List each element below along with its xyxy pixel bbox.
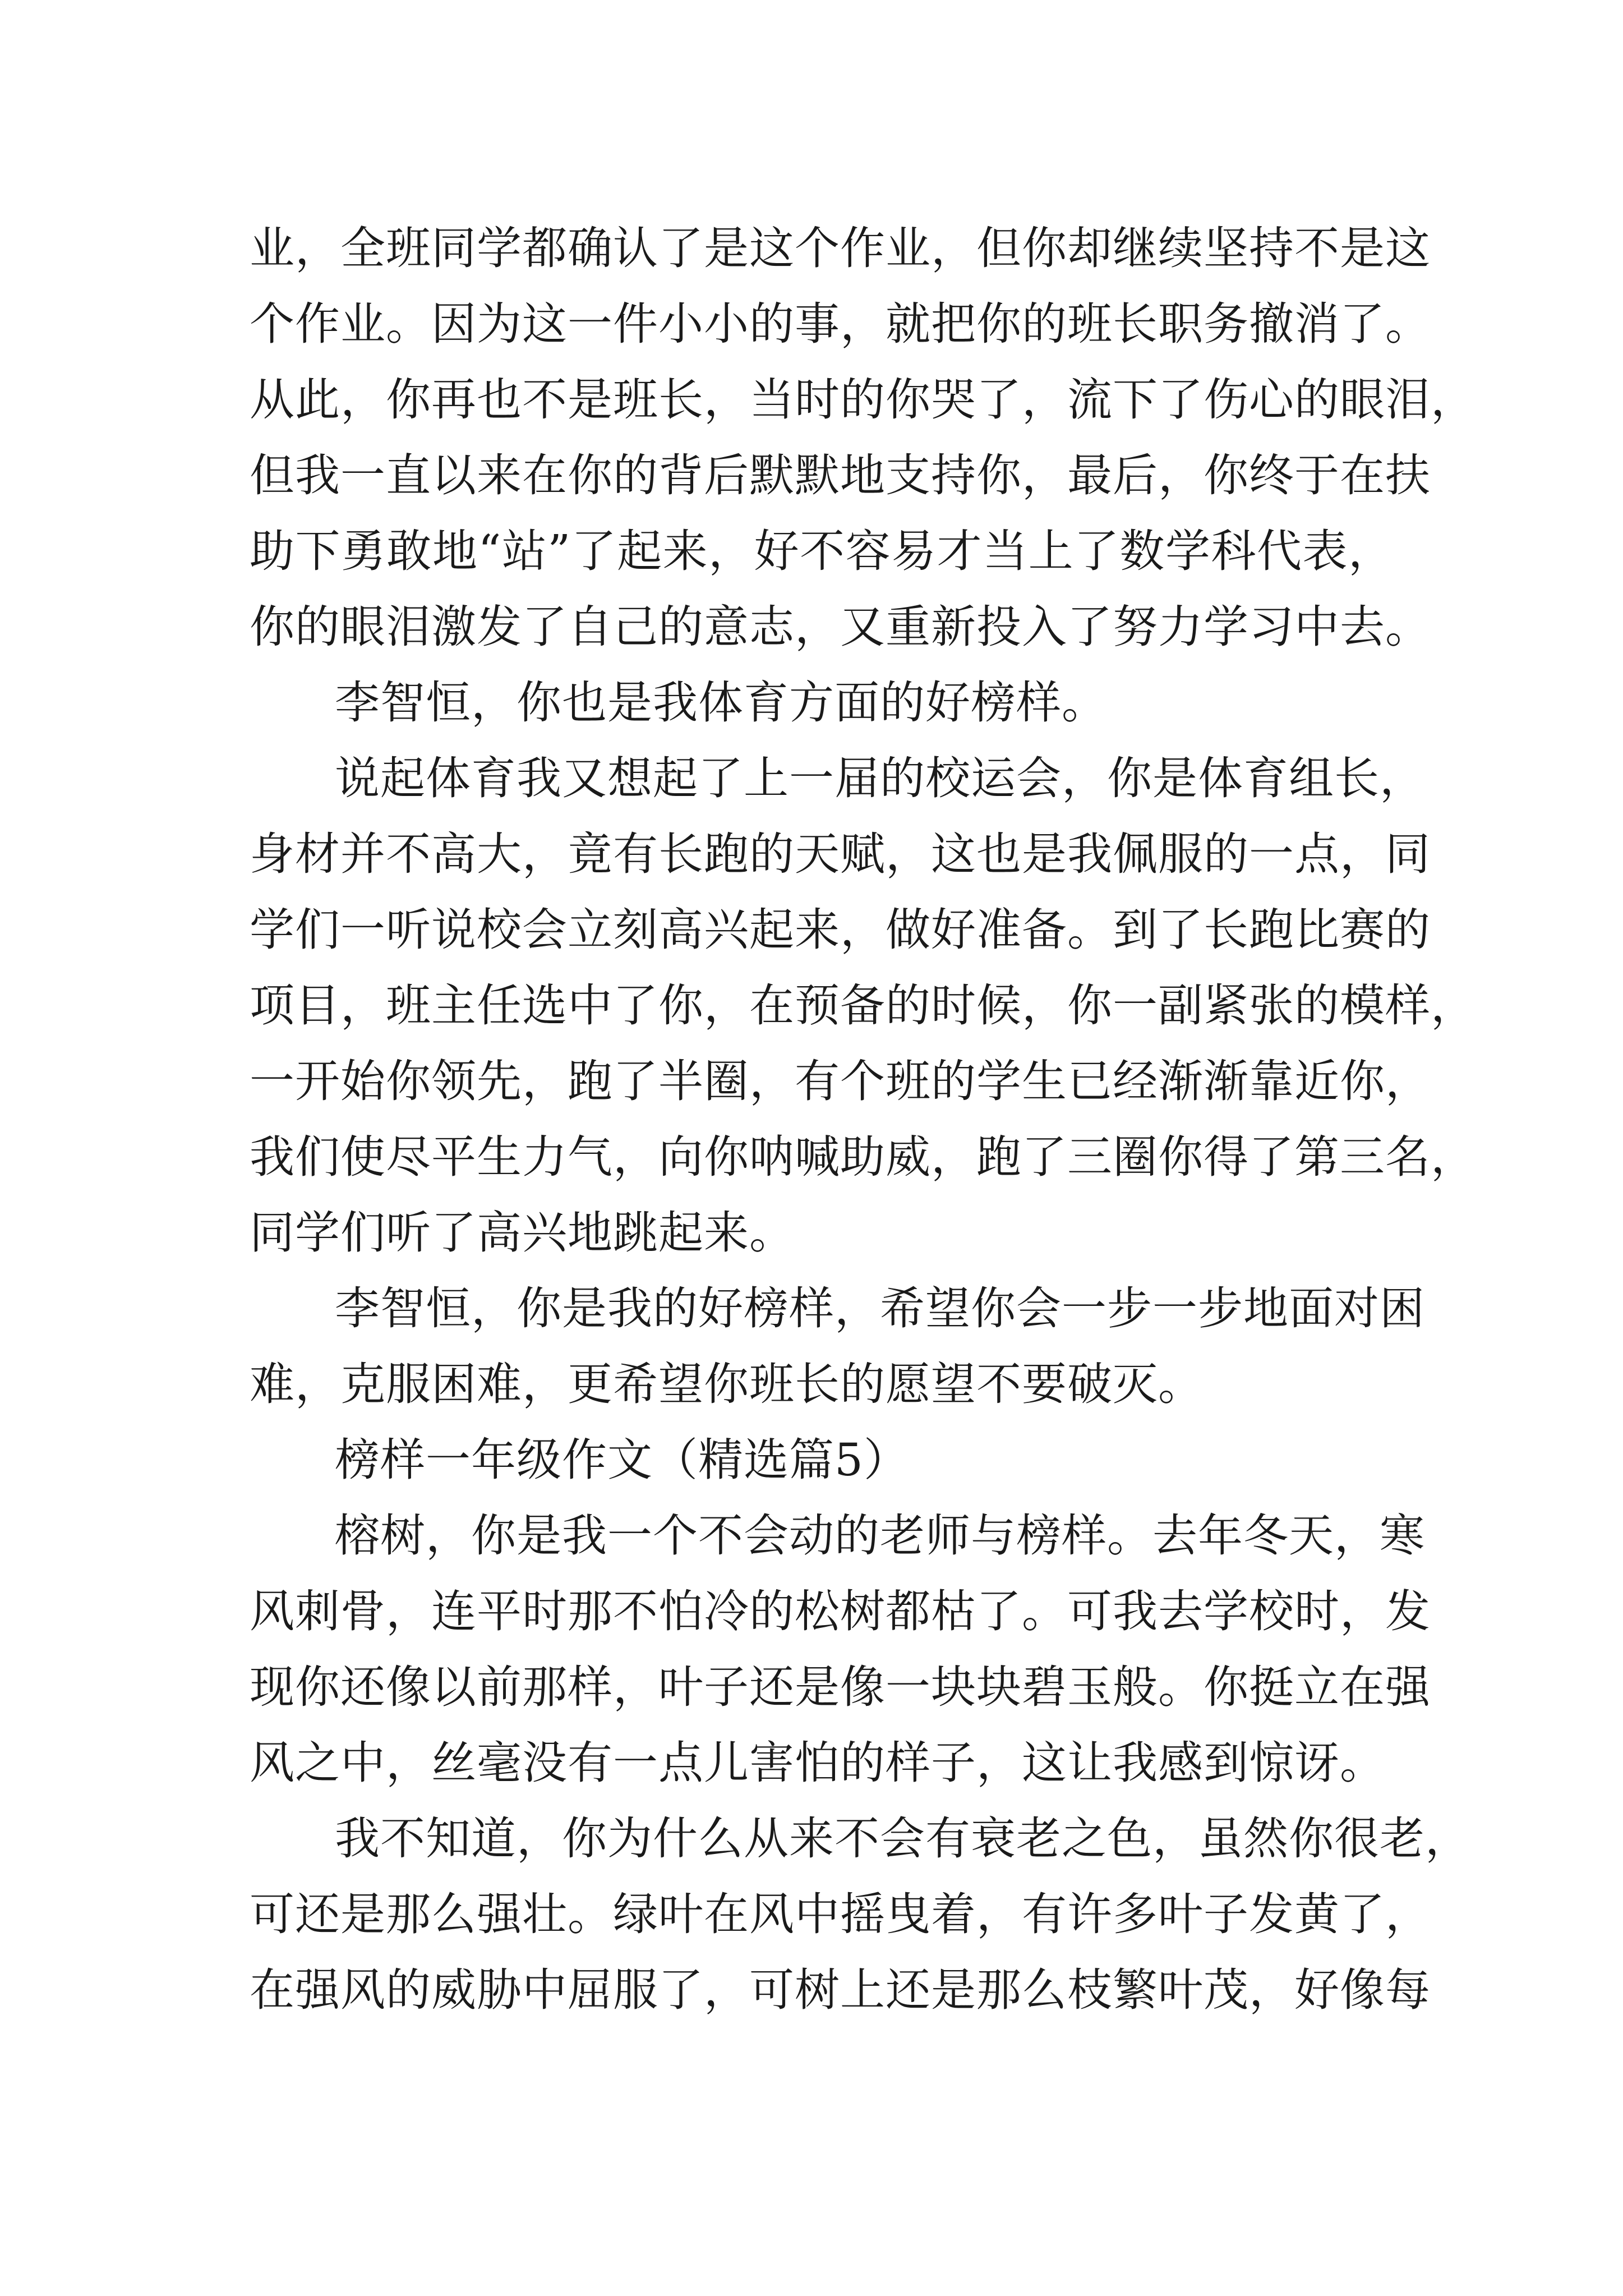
section-heading: 榜样一年级作文（精选篇5）: [335, 1434, 909, 1486]
essay-body: [250, 210, 1476, 2028]
text-line: 难，克服困难，更希望你班长的愿望不要破灭。: [250, 1358, 1204, 1410]
text-line: 在强风的威胁中屈服了，可树上还是那么枝繁叶茂，好像每: [250, 1964, 1431, 2016]
text-line: 榕树，你是我一个不会动的老师与榜样。去年冬天，寒: [335, 1510, 1425, 1562]
text-line: 个作业。因为这一件小小的事，就把你的班长职务撤消了。: [250, 298, 1431, 350]
text-line: 学们一听说校会立刻高兴起来，做好准备。到了长跑比赛的: [250, 904, 1431, 956]
text-line: 李智恒，你是我的好榜样，希望你会一步一步地面对困: [335, 1282, 1425, 1335]
text-line: 现你还像以前那样，叶子还是像一块块碧玉般。你挺立在强: [250, 1661, 1431, 1713]
text-line: 风刺骨，连平时那不怕冷的松树都枯了。可我去学校时，发: [250, 1585, 1431, 1637]
text-line: 李智恒，你也是我体育方面的好榜样。: [335, 677, 1107, 729]
text-line: 身材并不高大，竟有长跑的天赋，这也是我佩服的一点，同: [250, 828, 1431, 880]
text-line: 一开始你领先，跑了半圈，有个班的学生已经渐渐靠近你，: [250, 1055, 1431, 1107]
text-line: 可还是那么强壮。绿叶在风中摇曳着，有许多叶子发黄了，: [250, 1888, 1431, 1940]
text-line: 你的眼泪激发了自己的意志，又重新投入了努力学习中去。: [250, 601, 1431, 653]
text-line: 助下勇敢地“站”了起来，好不容易才当上了数学科代表，: [250, 525, 1394, 577]
text-line: 风之中，丝毫没有一点儿害怕的样子，这让我感到惊讶。: [250, 1737, 1385, 1789]
text-line: 说起体育我又想起了上一届的校运会，你是体育组长，: [335, 752, 1425, 804]
text-line: 我不知道，你为什么从来不会有衰老之色，虽然你很老，: [335, 1812, 1470, 1865]
text-line: 我们使尽平生力气，向你呐喊助威，跑了三圈你得了第三名，: [250, 1131, 1476, 1183]
text-line: 项目，班主任选中了你，在预备的时候，你一副紧张的模样，: [250, 979, 1476, 1032]
text-line: 业，全班同学都确认了是这个作业，但你却继续坚持不是这: [250, 222, 1431, 274]
text-line: 但我一直以来在你的背后默默地支持你，最后，你终于在扶: [250, 449, 1431, 501]
text-line: 同学们听了高兴地跳起来。: [250, 1207, 795, 1259]
text-line: 从此，你再也不是班长，当时的你哭了，流下了伤心的眼泪，: [250, 374, 1476, 426]
